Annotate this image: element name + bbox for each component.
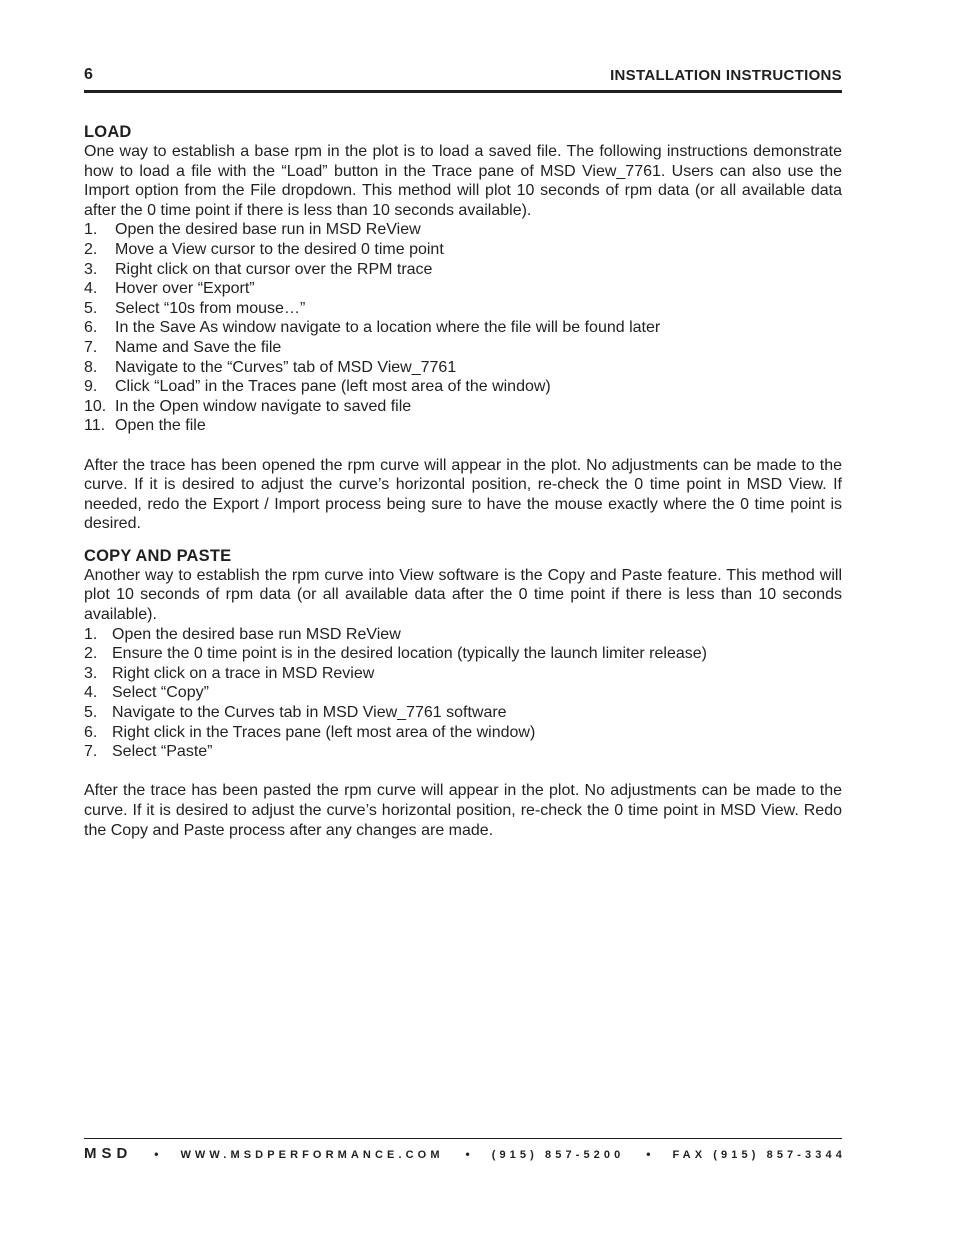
step-number: 1. <box>84 221 98 239</box>
list-item <box>84 703 842 723</box>
step-number: 6. <box>84 723 98 741</box>
list-item <box>84 260 842 280</box>
step-number: 10. <box>84 397 107 415</box>
step-text: Navigate to the “Curves” tab of MSD View_7761 <box>115 358 457 376</box>
step-number: 9. <box>84 378 98 396</box>
step-number: 1. <box>84 625 98 643</box>
header-title: INSTALLATION INSTRUCTIONS <box>610 67 842 84</box>
step-text: In the Open window navigate to saved file <box>115 397 412 415</box>
step-text: Hover over “Export” <box>115 280 255 298</box>
step-text: Open the desired base run in MSD ReView <box>115 221 421 239</box>
footer-brand: MSD <box>84 1145 133 1162</box>
load-outro: After the trace has been opened the rpm curve will appear in the plot. No adjustments can be made to the curve. If it is desired to adjust the curve’s horizontal position, re-check the 0 time point in MSD View. If needed, redo the Export / Import process being sure to have the mouse exactly where the 0 time point is desired. <box>84 456 842 533</box>
copy-paste-section <box>84 546 842 840</box>
header-rule <box>84 90 842 93</box>
copy-paste-intro: Another way to establish the rpm curve into View software is the Copy and Paste feature. This method will plot 10 seconds of rpm data (or all available data after the 0 time point if there is less than 10 seconds available). <box>84 566 842 624</box>
list-item <box>84 240 842 260</box>
footer-separator: • <box>646 1147 651 1161</box>
list-item <box>84 338 842 358</box>
step-text: Select “Paste” <box>112 743 213 761</box>
page-number: 6 <box>84 66 93 83</box>
step-number: 7. <box>84 338 98 356</box>
step-text: Move a View cursor to the desired 0 time point <box>115 240 444 258</box>
step-number: 11. <box>84 417 106 435</box>
list-item <box>84 664 842 684</box>
list-item <box>84 318 842 338</box>
copy-paste-outro: After the trace has been pasted the rpm curve will appear in the plot. No adjustments can be made to the curve. If it is desired to adjust the curve’s horizontal position, re-check the 0 time point in MSD View. Redo the Copy and Paste process after any changes are made. <box>84 782 842 839</box>
list-item <box>84 416 842 436</box>
step-number: 7. <box>84 743 98 761</box>
load-intro: One way to establish a base rpm in the plot is to load a saved file. The following instructions demonstrate how to load a file with the “Load” button in the Trace pane of MSD View_7761. Users can also use the Import option from the File dropdown. This method will plot 10 seconds of rpm data (or all available data after the 0 time point if there is less than 10 seconds available). <box>84 143 842 219</box>
step-text: Select “Copy” <box>112 684 209 702</box>
step-number: 8. <box>84 358 98 376</box>
step-text: Navigate to the Curves tab in MSD View_7761 software <box>112 704 507 722</box>
step-text: In the Save As window navigate to a location where the file will be found later <box>115 319 661 337</box>
footer-separator: • <box>154 1147 159 1161</box>
step-number: 4. <box>84 684 98 702</box>
step-number: 5. <box>84 704 98 722</box>
list-item <box>84 742 842 762</box>
footer-fax: FAX (915) 857-3344 <box>672 1149 846 1161</box>
list-item <box>84 644 842 664</box>
load-section <box>84 122 842 534</box>
footer-phone: (915) 857-5200 <box>491 1149 625 1161</box>
step-number: 5. <box>84 299 98 317</box>
list-item <box>84 279 842 299</box>
list-item <box>84 625 842 645</box>
step-text: Right click on a trace in MSD Review <box>112 664 375 682</box>
list-item <box>84 397 842 417</box>
step-text: Name and Save the file <box>115 338 282 356</box>
load-steps-list <box>84 220 842 436</box>
step-text: Right click in the Traces pane (left most area of the window) <box>112 723 536 741</box>
footer-separator: • <box>465 1147 470 1161</box>
step-number: 2. <box>84 645 98 663</box>
load-heading: LOAD <box>84 123 132 141</box>
list-item <box>84 377 842 397</box>
list-item <box>84 683 842 703</box>
page-footer <box>84 1138 846 1168</box>
step-number: 4. <box>84 280 98 298</box>
footer-rule <box>84 1138 842 1139</box>
list-item <box>84 299 842 319</box>
list-item <box>84 358 842 378</box>
step-text: Open the file <box>115 417 206 435</box>
step-text: Right click on that cursor over the RPM trace <box>115 260 433 278</box>
copy-paste-heading: COPY AND PASTE <box>84 546 232 565</box>
step-text: Click “Load” in the Traces pane (left most area of the window) <box>115 378 551 396</box>
page-header <box>84 66 842 94</box>
copy-paste-steps-list <box>84 625 842 762</box>
step-number: 3. <box>84 664 98 682</box>
page-content <box>84 122 842 840</box>
step-text: Ensure the 0 time point is in the desired location (typically the launch limiter release) <box>112 645 707 663</box>
step-text: Open the desired base run MSD ReView <box>112 625 401 643</box>
step-number: 3. <box>84 260 98 278</box>
step-text: Select “10s from mouse…” <box>115 299 306 317</box>
step-number: 6. <box>84 319 98 337</box>
footer-website: WWW.MSDPERFORMANCE.COM <box>180 1149 444 1161</box>
list-item <box>84 723 842 743</box>
step-number: 2. <box>84 240 98 258</box>
list-item <box>84 220 842 240</box>
